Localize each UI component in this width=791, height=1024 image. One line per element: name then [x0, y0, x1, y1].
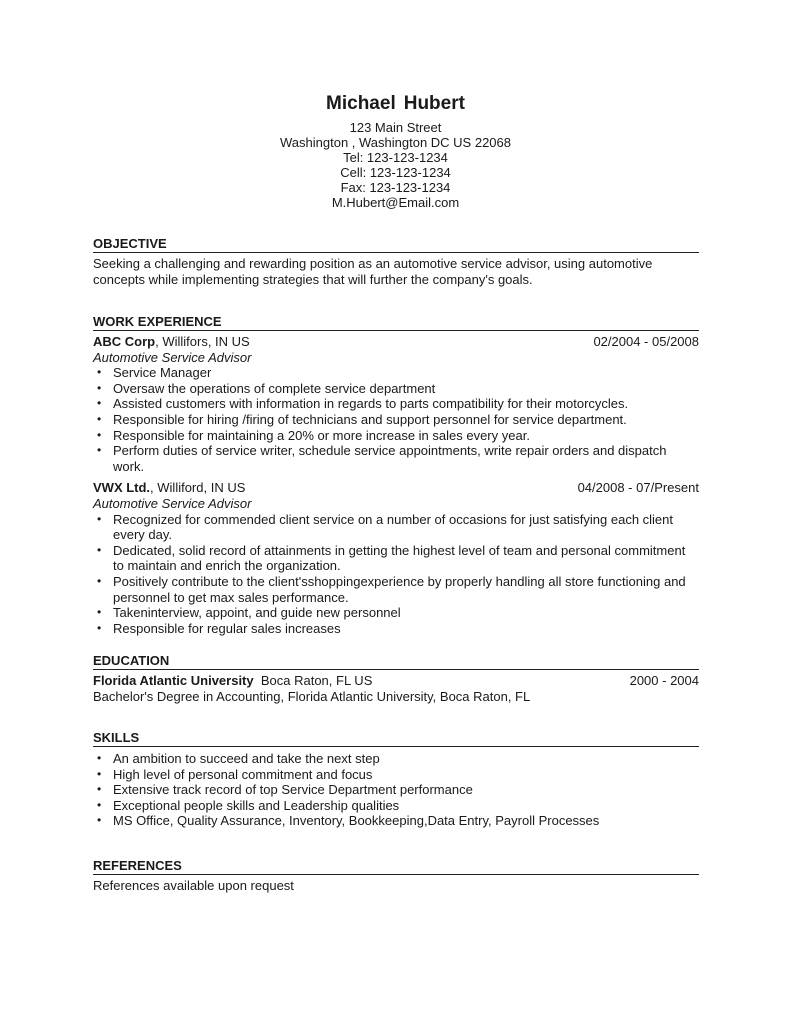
list-item: • Takeninterview, appoint, and guide new personnel	[93, 605, 699, 621]
city-line: Washington , Washington DC US 22068	[280, 135, 511, 150]
company-location: , Willifors, IN US	[155, 334, 250, 349]
references-text: References available upon request	[93, 878, 294, 893]
job-dates: 02/2004 - 05/2008	[593, 334, 699, 349]
objective-line: concepts while implementing strategies that will further the company's goals.	[93, 271, 533, 287]
street-address: 123 Main Street	[349, 120, 442, 135]
list-item: • Dedicated, solid record of attainments in getting the highest level of team and personal commitment to maintain and enrich the organization.	[93, 543, 699, 574]
school-name: Florida Atlantic University	[93, 673, 254, 688]
last-name: Hubert	[403, 93, 465, 114]
skills-section	[93, 730, 699, 829]
list-item: • Oversaw the operations of complete service department	[93, 381, 699, 397]
email-address: M.Hubert@Email.com	[331, 195, 460, 210]
job-employer	[93, 480, 245, 496]
candidate-name	[0, 93, 791, 115]
degree-text: Bachelor's Degree in Accounting, Florida Atlantic University, Boca Raton, FL	[93, 688, 531, 704]
contact-header	[0, 93, 791, 210]
work-experience-heading: WORK EXPERIENCE	[93, 314, 699, 331]
job-entry	[93, 334, 699, 474]
cell-phone: Cell: 123-123-1234	[340, 165, 451, 180]
telephone: Tel: 123-123-1234	[343, 150, 448, 165]
job-title: Automotive Service Advisor	[93, 495, 252, 511]
education-heading: EDUCATION	[93, 653, 699, 670]
list-item: • Service Manager	[93, 365, 699, 381]
education-section	[93, 653, 699, 704]
company-location: , Williford, IN US	[150, 480, 246, 496]
list-item: • Responsible for regular sales increases	[93, 621, 699, 637]
school-location: Boca Raton, FL US	[260, 673, 373, 688]
job-title: Automotive Service Advisor	[93, 349, 252, 365]
fax-number: Fax: 123-123-1234	[340, 180, 451, 195]
first-name: Michael	[326, 93, 396, 114]
list-item: • High level of personal commitment and focus	[93, 767, 699, 783]
list-item: • MS Office, Quality Assurance, Inventory, Bookkeeping,Data Entry, Payroll Processes	[93, 813, 699, 829]
list-item: • Recognized for commended client service on a number of occasions for just satisfying each client every day.	[93, 512, 699, 543]
skills-list	[93, 751, 699, 829]
list-item: • Assisted customers with information in regards to parts compatibility for their motorcycles.	[93, 396, 699, 412]
job-header	[93, 480, 699, 496]
job-header	[93, 334, 699, 350]
objective-section	[93, 236, 699, 287]
list-item: • Perform duties of service writer, schedule service appointments, write repair orders and dispatch work.	[93, 443, 699, 474]
objective-text	[93, 256, 699, 287]
job-duties	[93, 365, 699, 474]
list-item: • Responsible for maintaining a 20% or more increase in sales every year.	[93, 428, 699, 444]
education-header	[93, 673, 699, 689]
list-item: • Extensive track record of top Service Department performance	[93, 782, 699, 798]
job-dates: 04/2008 - 07/Present	[577, 480, 699, 496]
job-entry	[93, 480, 699, 636]
list-item: • Responsible for hiring /firing of technicians and support personnel for service department.	[93, 412, 699, 428]
references-section	[93, 858, 699, 894]
objective-heading: OBJECTIVE	[93, 236, 699, 253]
work-experience-section	[93, 314, 699, 636]
education-dates: 2000 - 2004	[629, 673, 699, 688]
company-name: ABC Corp	[93, 334, 156, 349]
objective-line: Seeking a challenging and rewarding position as an automotive service advisor, using automotive	[93, 256, 653, 271]
skills-heading: SKILLS	[93, 730, 699, 747]
job-employer	[93, 334, 250, 350]
company-name: VWX Ltd.	[93, 480, 151, 496]
list-item: • Positively contribute to the client'sshoppingexperience by properly handling all store functioning and personnel to get max sales performance.	[93, 574, 699, 605]
education-institution	[93, 673, 372, 689]
list-item: • An ambition to succeed and take the next step	[93, 751, 699, 767]
job-duties	[93, 512, 699, 637]
references-heading: REFERENCES	[93, 858, 699, 875]
list-item: • Exceptional people skills and Leadership qualities	[93, 798, 699, 814]
